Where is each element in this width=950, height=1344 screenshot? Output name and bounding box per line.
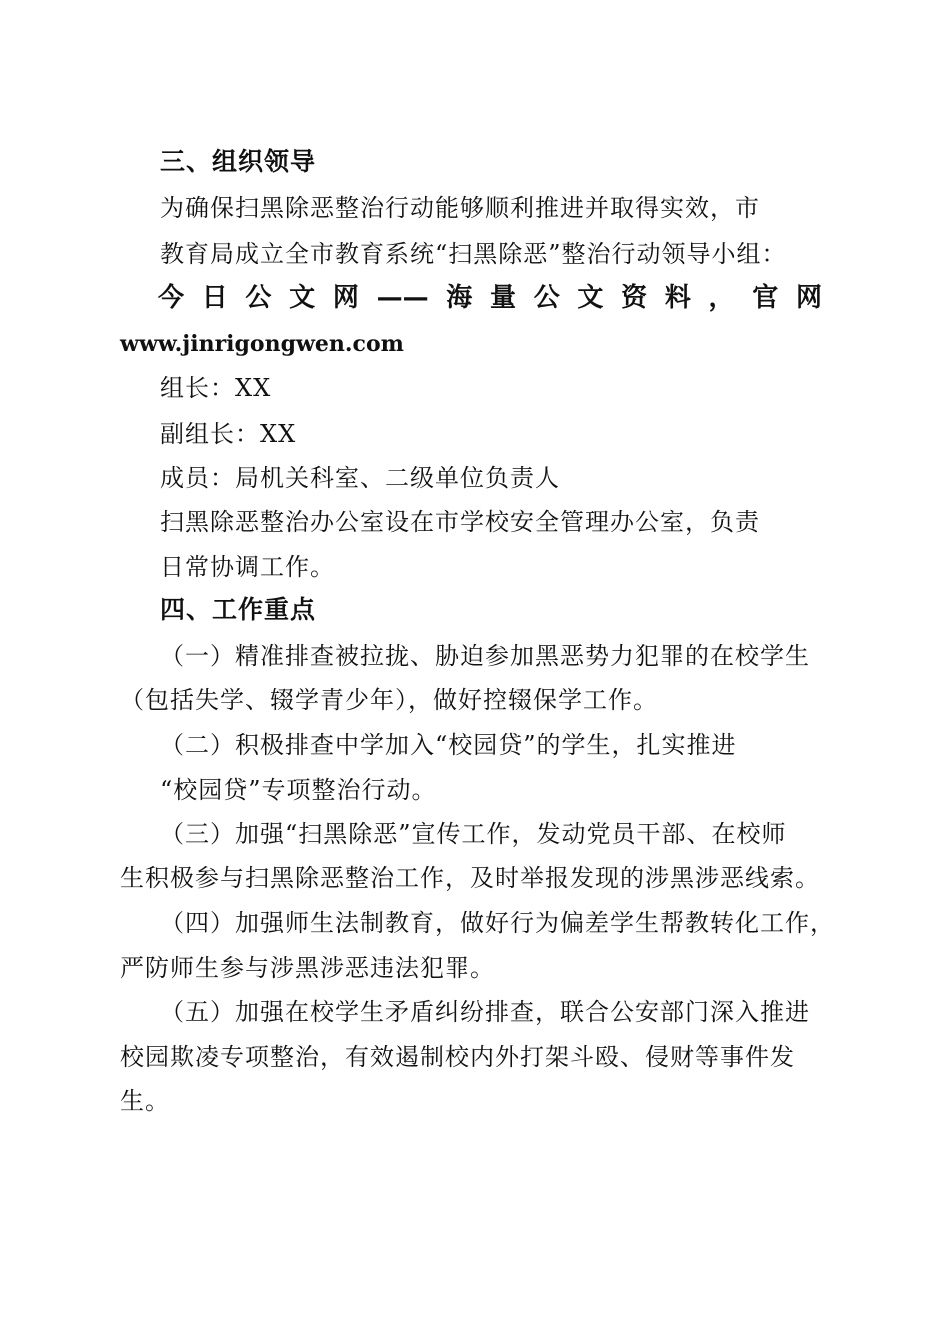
watermark-url: www.jinrigongwen.com xyxy=(120,331,404,357)
item5-line1: （五）加强在校学生矛盾纠纷排查，联合公安部门深入推进 xyxy=(160,998,810,1026)
members-line: 成员：局机关科室、二级单位负责人 xyxy=(160,464,560,492)
office-line2: 日常协调工作。 xyxy=(160,553,335,581)
section3-heading: 三、组织领导 xyxy=(160,147,317,176)
item5-line3: 生。 xyxy=(120,1087,170,1115)
section3-paragraph-line1: 为确保扫黑除恶整治行动能够顺利推进并取得实效，市 xyxy=(160,194,760,222)
item3-line1: （三）加强“扫黑除恶”宣传工作，发动党员干部、在校师 xyxy=(160,820,787,848)
item5-line2: 校园欺凌专项整治，有效遏制校内外打架斗殴、侵财等事件发 xyxy=(120,1043,795,1071)
item4-line2: 严防师生参与涉黑涉恶违法犯罪。 xyxy=(120,954,495,982)
watermark-banner: 今日公文网——海量公文资料，官网 xyxy=(158,283,822,313)
deputy-leader-line: 副组长：XX xyxy=(160,420,297,448)
item1-line1: （一）精准排查被拉拢、胁迫参加黑恶势力犯罪的在校学生 xyxy=(160,642,810,670)
office-line1: 扫黑除恶整治办公室设在市学校安全管理办公室，负责 xyxy=(160,508,760,536)
item4-line1: （四）加强师生法制教育，做好行为偏差学生帮教转化工作， xyxy=(160,909,835,937)
item2-line1: （二）积极排查中学加入“校园贷”的学生，扎实推进 xyxy=(160,731,737,759)
section3-paragraph-line2: 教育局成立全市教育系统“扫黑除恶”整治行动领导小组： xyxy=(160,240,787,268)
item1-line2: （包括失学、辍学青少年），做好控辍保学工作。 xyxy=(120,686,658,714)
leader-line: 组长：XX xyxy=(160,374,272,402)
section4-heading: 四、工作重点 xyxy=(160,595,317,624)
item2-line2: “校园贷”专项整治行动。 xyxy=(160,776,437,804)
item3-line2: 生积极参与扫黑除恶整治工作，及时举报发现的涉黑涉恶线索。 xyxy=(120,864,820,892)
